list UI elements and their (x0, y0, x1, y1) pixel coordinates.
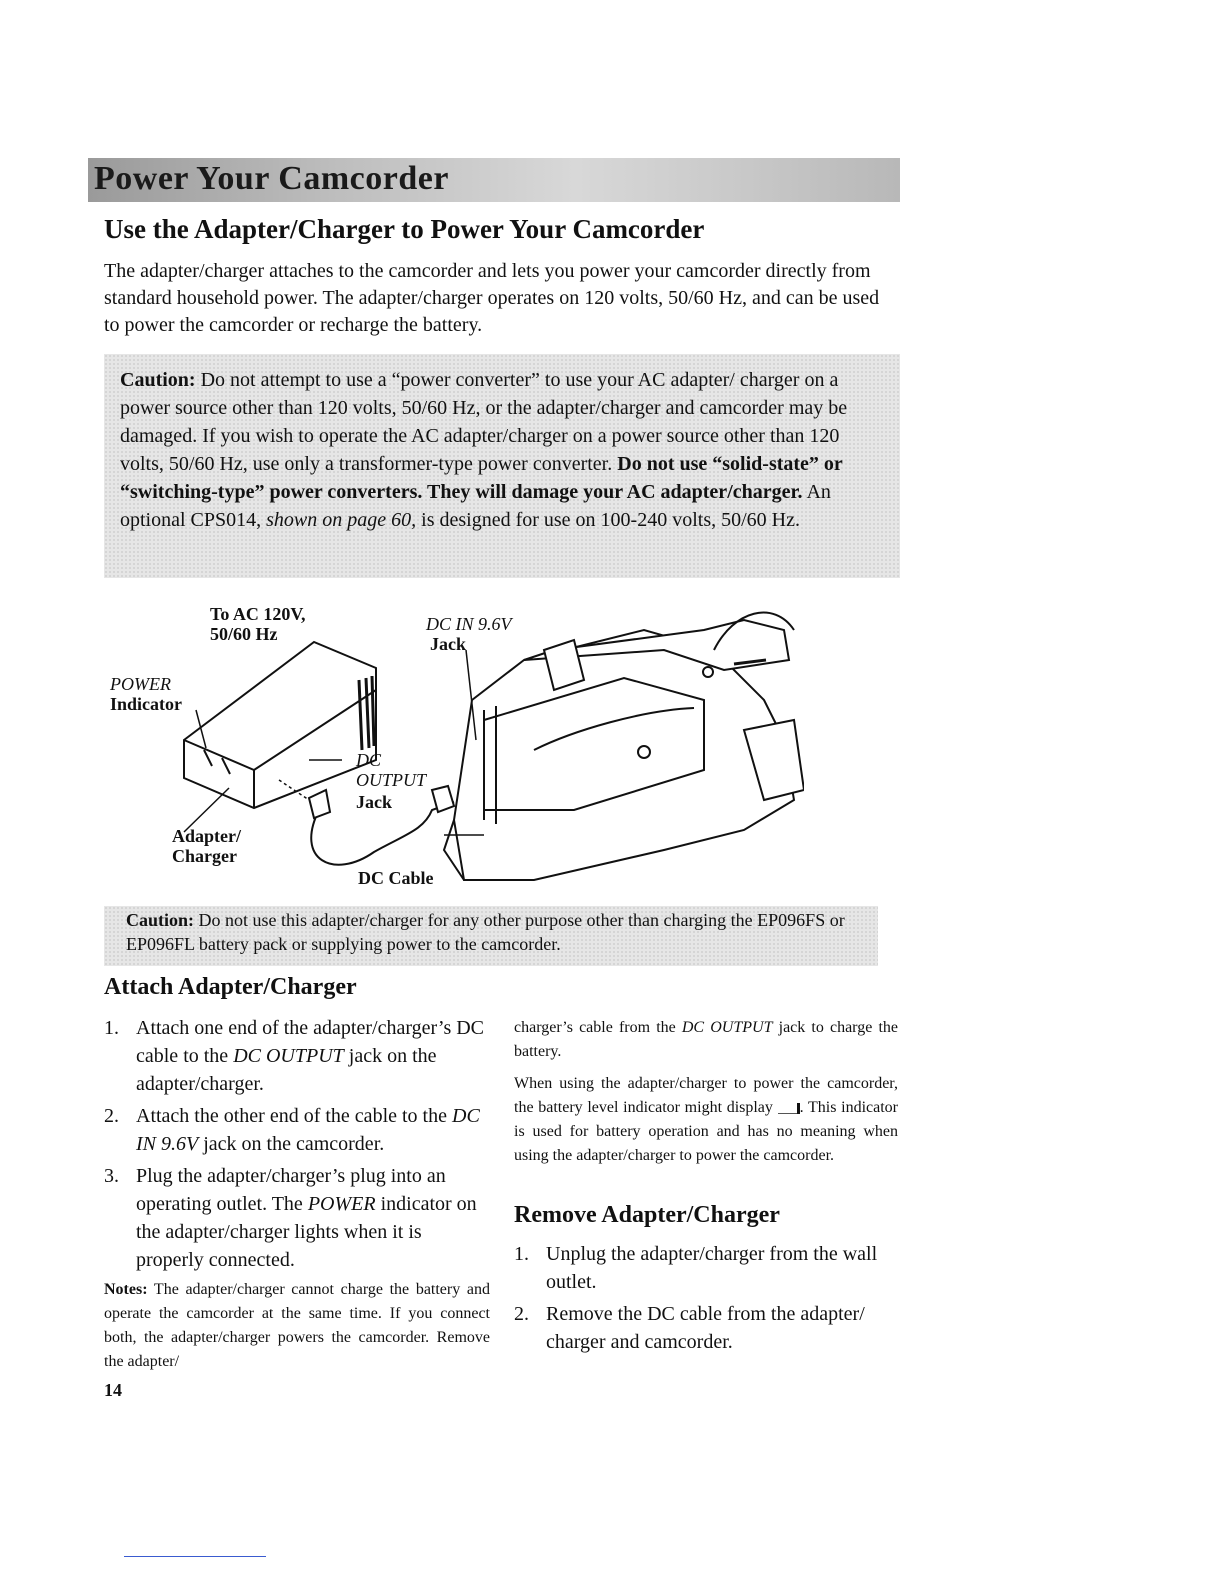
attach-title: Attach Adapter/Charger (104, 974, 357, 1000)
label-power-1: POWER (110, 674, 171, 694)
step-number: 2. (104, 1105, 119, 1127)
caution-body-2: An optional CPS014, (120, 481, 831, 531)
caution-bold: Do not use “solid-state” or “switching-type” power converters. They will damage your AC adapter/charger. (120, 453, 843, 503)
step-number: 3. (104, 1165, 119, 1187)
page-title: Power Your Camcorder (94, 160, 449, 197)
step-number: 1. (104, 1017, 119, 1039)
label-dc-output-1: DC (356, 750, 382, 770)
notes-text: The adapter/charger cannot charge the battery and operate the camcorder at the same time. If you connect both, the adapter/charger powers the camcorder. Remove the adapter/ (104, 1281, 490, 1370)
label-dc-in-2: Jack (430, 634, 466, 654)
notes-label: Notes: (104, 1281, 148, 1298)
battery-note-paragraph: When using the adapter/charger to power the camcorder, the battery level indicator might display . This indicator is used for battery operation and has no meaning when using the adapter/charger to power the camcorder. (514, 1075, 899, 1164)
step-text: Remove the DC cable from the adapter/ charger and camcorder. (546, 1303, 865, 1353)
list-item (104, 1162, 494, 1274)
caution-body-3: is designed for use on 100-240 volts, 50/60 Hz. (416, 509, 800, 531)
list-item (104, 1102, 494, 1158)
step-text: Attach one end of the adapter/charger’s DC cable to the DC OUTPUT jack on the adapter/charger. (136, 1017, 485, 1095)
notes (104, 1278, 490, 1374)
footer-line (124, 1556, 266, 1557)
label-dc-output-3: Jack (356, 792, 392, 812)
connection-diagram (104, 590, 804, 900)
battery-level-icon (778, 1103, 800, 1114)
caution-page-ref: shown on page 60, (266, 509, 417, 531)
caution-body: Do not attempt to use a “power converter” to use your AC adapter/ charger on a power source other than 120 volts, 50/60 Hz, or the adapter/charger and camcorder may be damaged. If you wish to operate the AC adapter/charger on a power source other than 120 volts, 50/60 Hz, use only a transformer-type power converter. (120, 369, 848, 475)
caution-text-1 (120, 366, 880, 534)
label-dc-output-2: OUTPUT (356, 770, 427, 790)
label-dc-cable: DC Cable (358, 868, 434, 888)
step-text: Unplug the adapter/charger from the wall outlet. (546, 1243, 878, 1293)
notes-continued (514, 1016, 898, 1176)
label-adapter-2: Charger (172, 846, 237, 866)
caution-label: Caution: (120, 369, 196, 391)
step-number: 2. (514, 1303, 529, 1325)
intro-paragraph: The adapter/charger attaches to the camcorder and lets you power your camcorder directly from standard household power. The adapter/charger operates on 120 volts, 50/60 Hz, and can be used to power the camcorder or recharge the battery. (104, 260, 880, 336)
page-number: 14 (104, 1380, 122, 1400)
step-text: Plug the adapter/charger’s plug into an operating outlet. The POWER indicator on the adapter/charger lights when it is properly connected. (136, 1165, 477, 1271)
label-to-ac-2: 50/60 Hz (210, 624, 278, 644)
section-title: Use the Adapter/Charger to Power Your Camcorder (104, 214, 705, 244)
label-power-2: Indicator (110, 694, 182, 714)
caution-text-2 (126, 908, 866, 956)
list-item (514, 1240, 900, 1296)
step-number: 1. (514, 1243, 529, 1265)
attach-steps (104, 1014, 494, 1278)
label-to-ac-1: To AC 120V, (210, 604, 306, 624)
remove-steps (514, 1240, 900, 1360)
caution2-label: Caution: (126, 910, 195, 930)
label-dc-in-1: DC IN 9.6V (426, 614, 512, 634)
notes-cont-paragraph: charger’s cable from the DC OUTPUT jack to charge the battery. (514, 1019, 899, 1060)
list-item (104, 1014, 494, 1098)
caution2-body: Do not use this adapter/charger for any other purpose other than charging the EP096FS or EP096FL battery pack or supplying power to the camcorder. (126, 910, 845, 954)
remove-title: Remove Adapter/Charger (514, 1202, 780, 1228)
list-item (514, 1300, 900, 1356)
label-adapter-1: Adapter/ (172, 826, 241, 846)
step-text: Attach the other end of the cable to the DC IN 9.6V jack on the camcorder. (136, 1105, 480, 1155)
